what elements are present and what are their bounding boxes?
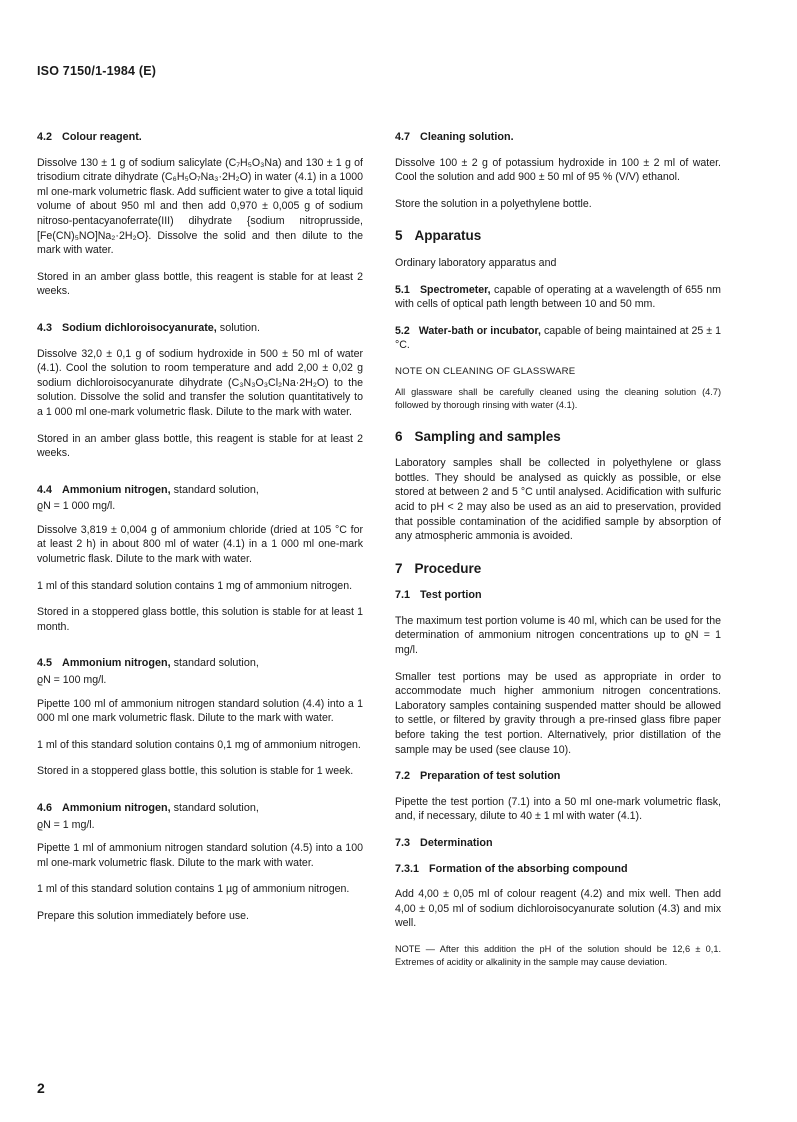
paragraph: Stored in a stoppered glass bottle, this solution is stable for 1 week. — [37, 765, 354, 778]
left-column — [37, 130, 363, 936]
paragraph: Smaller test portions may be used as appropriate in order to accommodate much higher ammonium nitrogen concentrations. Laboratory samples containing suspended matter should be allowed to settle, or filtered by gravity through a pre-rinsed glass fibre paper before taking the test portion. Alternatively, prior distillation of the sample may be used (see clause 10). — [395, 670, 721, 756]
paragraph: Dissolve 3,819 ± 0,004 g of ammonium chloride (dried at 105 °C for at least 2 h) in about 800 ml of water (4.1) in a 1 000 ml one-mark volumetric flask. Dilute to the mark with water. — [37, 523, 363, 566]
paragraph: Stored in a stoppered glass bottle, this solution is stable for at least 1 month. — [37, 606, 363, 633]
section-4-3-heading: 4.3 Sodium dichloroisocyanurate, solution. — [37, 321, 261, 334]
section-5-1: 5.1 Spectrometer, capable of operating at a wavelength of 655 nm with cells of optical path length between 10 and 50 mm. — [395, 283, 721, 311]
paragraph: Dissolve 130 ± 1 g of sodium salicylate (C₇H₅O₃Na) and 130 ± 1 g of trisodium citrate dihydrate (C₆H₅O₇Na₃·2H₂O) in water (4.1) in a 1000 ml one-mark volumetric flask. Add sufficient water to give a total liquid volume of about 950 ml and then add 0,970 ± 0,005 g of sodium nitroso-pentacyanoferrate(III) dihydrate {sodium nitroprusside, [Fe(CN)₅NO]Na₂·2H₂O}. Dissolve the solid and then dilute to the mark with water. — [37, 156, 364, 257]
paragraph: Pipette the test portion (7.1) into a 50 ml one-mark volumetric flask, and, if necessary, dilute to 40 ± 1 ml with water (4.1). — [395, 795, 721, 823]
section-4-4-heading: 4.4 Ammonium nitrogen, standard solution, — [37, 483, 259, 496]
paragraph: Add 4,00 ± 0,05 ml of colour reagent (4.2) and mix well. Then add 4,00 ± 0,05 ml of sodium dichloroisocyanurate solution (4.3) and mix well. — [395, 888, 721, 930]
section-5-heading: 5 Apparatus — [395, 228, 482, 244]
formula: ϱN = 100 mg/l. — [37, 674, 107, 687]
paragraph: Laboratory samples shall be collected in polyethylene or glass bottles. They should be analysed as quickly as possible, or else stored at between 2 and 5 °C until analysed. Acidification with sulfuric acid to pH < 2 may also be used as an aid to preservation, provided that possible contamination of the acidified sample by absorption of any atmospheric ammonia is avoided. — [395, 457, 721, 543]
paragraph: Ordinary laboratory apparatus and — [395, 256, 557, 269]
note: All glassware shall be carefully cleaned using the cleaning solution (4.7) followed by thorough rinsing with water (4.1). — [395, 386, 721, 410]
section-7-3-1-heading: 7.3.1 Formation of the absorbing compound — [395, 862, 628, 875]
right-column — [395, 130, 721, 981]
paragraph: Store the solution in a polyethylene bottle. — [395, 197, 592, 210]
section-7-1-heading: 7.1 Test portion — [395, 589, 482, 602]
section-7-3-heading: 7.3 Determination — [395, 837, 493, 849]
formula: ϱN = 1 mg/l. — [37, 818, 95, 831]
paragraph: 1 ml of this standard solution contains 1 mg of ammonium nitrogen. — [37, 579, 353, 592]
formula: ϱN = 1 000 mg/l. — [37, 500, 116, 513]
paragraph: Stored in an amber glass bottle, this reagent is stable for at least 2 weeks. — [37, 432, 363, 460]
section-7-2-heading: 7.2 Preparation of test solution — [395, 770, 561, 783]
paragraph: 1 ml of this standard solution contains 0,1 mg of ammonium nitrogen. — [37, 738, 361, 751]
paragraph: Dissolve 32,0 ± 0,1 g of sodium hydroxide in 500 ± 50 ml of water (4.1). Cool the solution to room temperature and add 2,00 ± 0,02 g sodium dichloroisocyanurate dihydrate (C₃N₃O₃Cl₂Na·2H₂O) to the solution. Dissolve the solid and transfer the solution quantitatively to a 1 000 ml one-mark volumetric flask. Dilute to the mark with water. — [37, 347, 363, 418]
paragraph: The maximum test portion volume is 40 ml, which can be used for the determination of ammonium nitrogen concentrations up to ϱN = 1 mg/l. — [395, 614, 721, 657]
section-7-heading: 7 Procedure — [395, 560, 482, 576]
section-4-5-heading: 4.5 Ammonium nitrogen, standard solution, — [37, 657, 259, 670]
paragraph: 1 ml of this standard solution contains 1 µg of ammonium nitrogen. — [37, 883, 350, 896]
section-4-6-heading: 4.6 Ammonium nitrogen, standard solution, — [37, 802, 259, 814]
paragraph: Dissolve 100 ± 2 g of potassium hydroxide in 100 ± 2 ml of water. Cool the solution and add 900 ± 50 ml of 95 % (V/V) ethanol. — [395, 156, 721, 184]
note: NOTE — After this addition the pH of the solution should be 12,6 ± 0,1. Extremes of acidity or alkalinity in the sample may cause deviation. — [395, 943, 721, 967]
page-number: 2 — [37, 1080, 45, 1096]
note-title: NOTE ON CLEANING OF GLASSWARE — [395, 365, 576, 377]
section-5-2: 5.2 Water-bath or incubator, capable of being maintained at 25 ± 1 °C. — [395, 324, 722, 352]
section-4-7-heading: 4.7 Cleaning solution. — [395, 131, 514, 143]
paragraph: Pipette 1 ml of ammonium nitrogen standard solution (4.5) into a 100 ml one-mark volumetric flask. Dilute to the mark with water. — [37, 842, 363, 869]
section-4-2-heading: 4.2 Colour reagent. — [37, 131, 142, 143]
document-id: ISO 7150/1-1984 (E) — [37, 64, 157, 78]
paragraph: Pipette 100 ml of ammonium nitrogen standard solution (4.4) into a 1 000 ml one mark volumetric flask. Dilute to the mark with water. — [37, 697, 363, 725]
paragraph: Stored in an amber glass bottle, this reagent is stable for at least 2 weeks. — [37, 270, 363, 298]
paragraph: Prepare this solution immediately before use. — [37, 909, 249, 922]
section-6-heading: 6 Sampling and samples — [395, 428, 561, 444]
